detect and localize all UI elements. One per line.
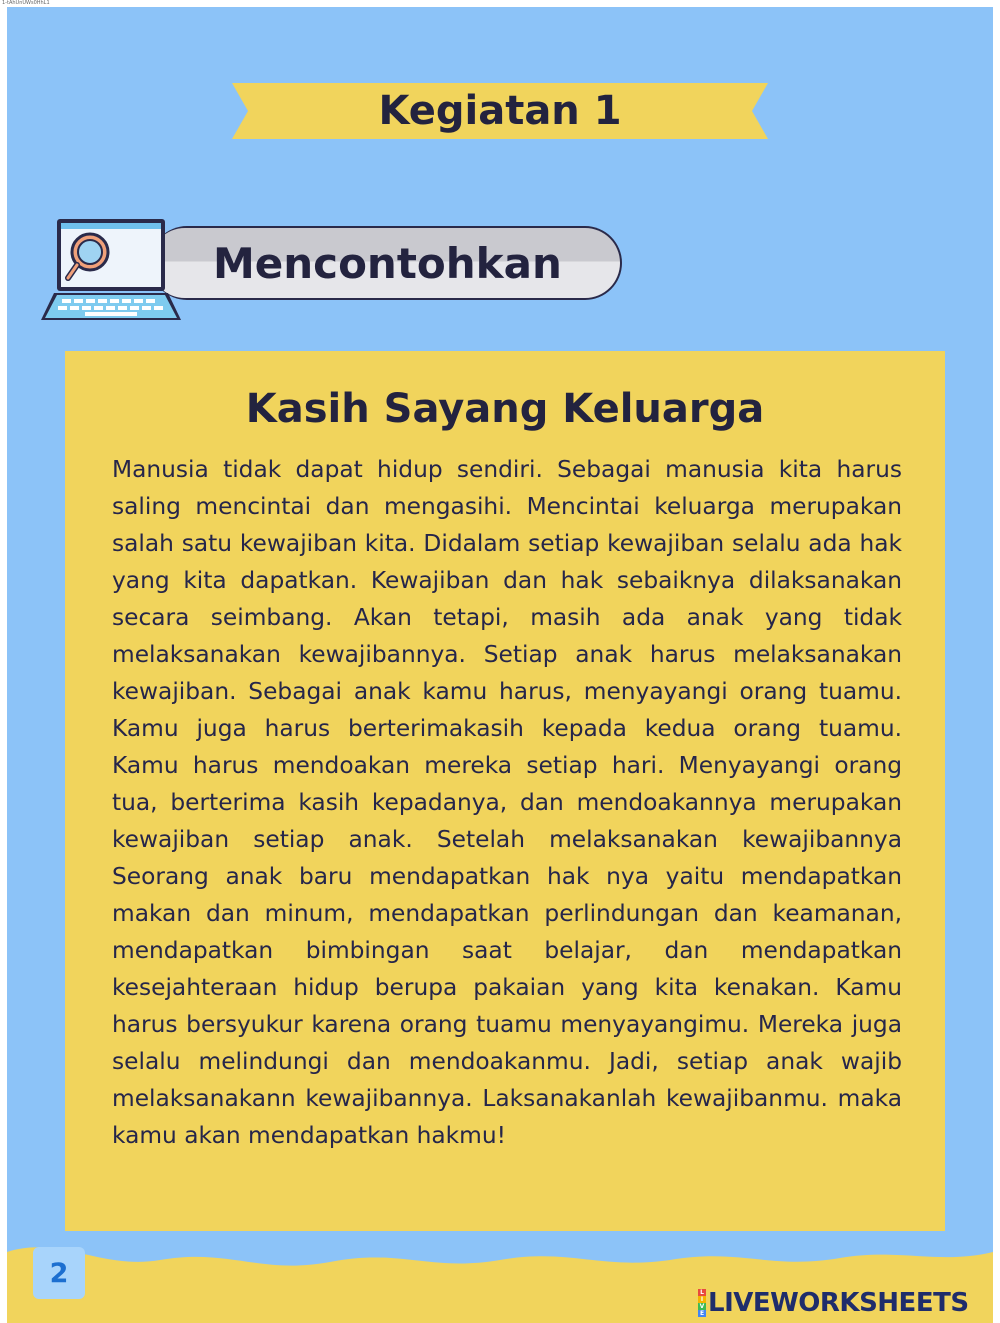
liveworksheets-logo xyxy=(698,1288,969,1318)
page-number: 2 xyxy=(33,1247,85,1299)
logo-letter-e: E xyxy=(699,1310,705,1317)
logo-letter-v: V xyxy=(699,1303,705,1310)
liveworksheets-wordmark: LIVEWORKSHEETS xyxy=(708,1288,969,1318)
reading-box xyxy=(65,351,945,1231)
article-title: Kasih Sayang Keluarga xyxy=(245,386,765,432)
activity-title: Kegiatan 1 xyxy=(378,88,622,134)
laptop-magnifier-icon xyxy=(40,216,185,330)
logo-letter-i: I xyxy=(698,1296,706,1303)
liveworksheets-mark-icon xyxy=(698,1289,706,1317)
article-body: Manusia tidak dapat hidup sendiri. Sebagai manusia kita harus saling mencintai dan mengasihi. Mencintai keluarga merupakan salah satu kewajiban kita. Didalam setiap kewajiban selalu ada hak yang kita dapatkan. Kewajiban dan hak sebaiknya dilaksanakan secara seimbang. Akan tetapi, masih ada anak yang tidak melaksanakan kewajibannya. Setiap anak harus melaksanakan kewajiban. Sebagai anak kamu harus, menyayangi orang tuamu. Kamu juga harus berterimakasih kepada kedua orang tuamu. Kamu harus mendoakan mereka setiap hari. Menyayangi orang tua, berterima kasih kepadanya, dan mendoakannya merupakan kewajiban setiap anak. Setelah melaksanakan kewajibannya Seorang anak baru mendapatkan hak nya yaitu mendapatkan makan dan minum, mendapatkan perlindungan dan keamanan, mendapatkan bimbingan saat belajar, dan mendapatkan kesejahteraan hidup berupa pakaian yang kita kenakan. Kamu harus bersyukur karena orang tuamu menyayangimu. Mereka juga selalu melindungi dan mendoakanmu. Jadi, setiap anak wajib melaksanakann kewajibannya. Laksanakanlah kewajibanmu. maka kamu akan mendapatkan hakmu! xyxy=(112,456,902,1149)
section-label: Mencontohkan xyxy=(213,238,562,288)
document-id-tag: 1-tAhUnUWs0HhL1 xyxy=(2,0,50,6)
activity-banner xyxy=(232,83,768,139)
logo-letter-l: L xyxy=(698,1289,706,1296)
